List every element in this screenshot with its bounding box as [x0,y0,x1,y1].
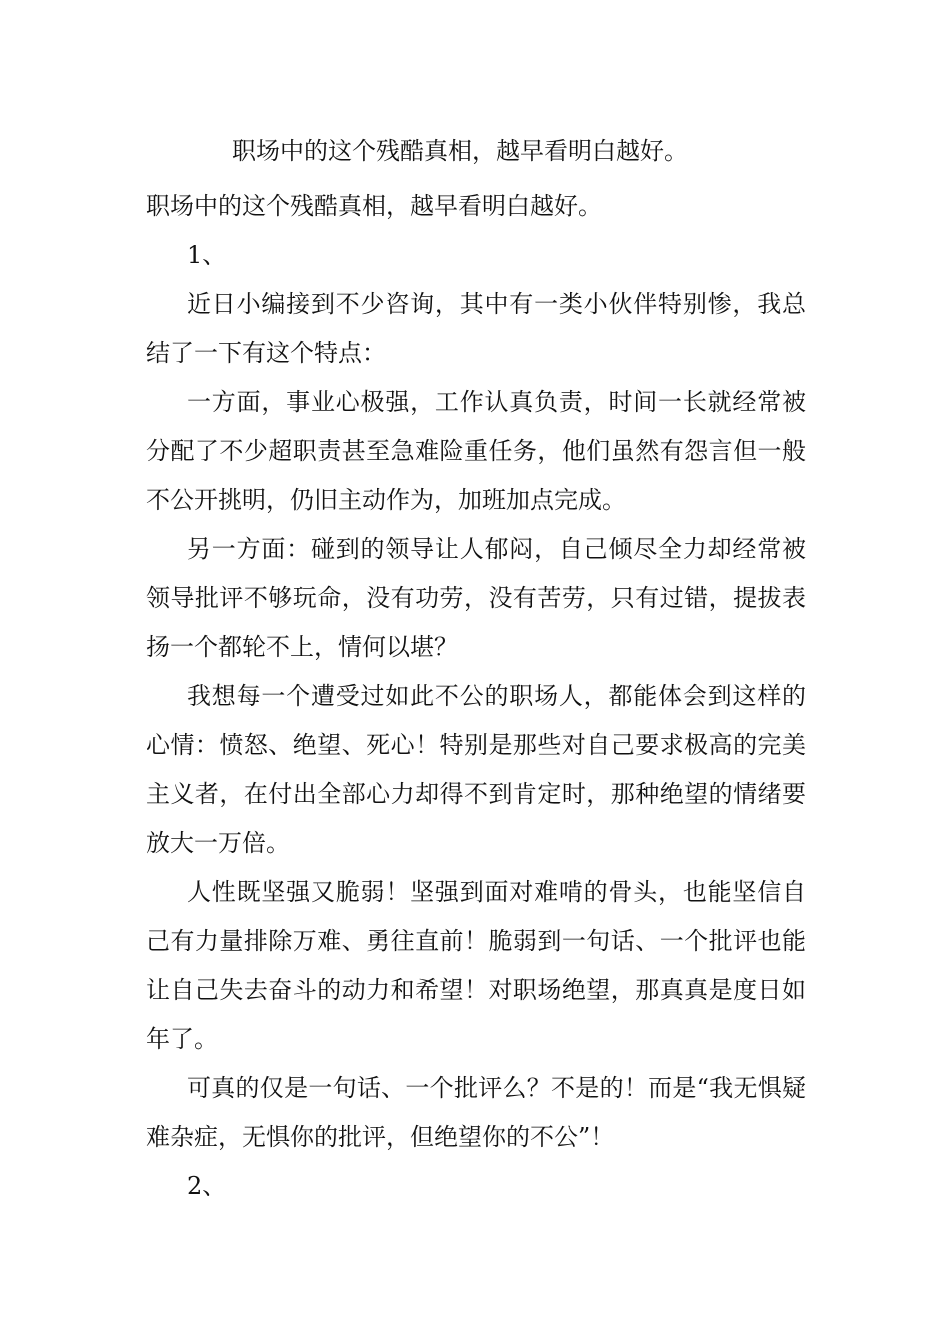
paragraph: 人性既坚强又脆弱！坚强到面对难啃的骨头，也能坚信自己有力量排除万难、勇往直前！脆弱到一句话、一个批评也能让自己失去奋斗的动力和希望！对职场绝望，那真真是度日如年了。 [146,878,806,1053]
document-title: 职场中的这个残酷真相，越早看明白越好。 [232,137,688,165]
paragraph-subtitle: 职场中的这个残酷真相，越早看明白越好。 [146,192,602,220]
section-number: 2、 [187,1172,227,1200]
paragraph: 近日小编接到不少咨询，其中有一类小伙伴特别惨，我总结了一下有这个特点： [146,290,806,367]
section-number: 1、 [187,241,227,269]
paragraph: 可真的仅是一句话、一个批评么？不是的！而是“我无惧疑难杂症，无惧你的批评，但绝望你的不公”！ [146,1074,806,1151]
paragraph: 我想每一个遭受过如此不公的职场人，都能体会到这样的心情：愤怒、绝望、死心！特别是那些对自己要求极高的完美主义者，在付出全部心力却得不到肯定时，那种绝望的情绪要放大一万倍。 [146,682,806,857]
paragraph: 一方面，事业心极强，工作认真负责，时间一长就经常被分配了不少超职责甚至急难险重任务，他们虽然有怨言但一般不公开挑明，仍旧主动作为，加班加点完成。 [146,388,806,514]
paragraph: 另一方面：碰到的领导让人郁闷，自己倾尽全力却经常被领导批评不够玩命，没有功劳，没有苦劳，只有过错，提拔表扬一个都轮不上，情何以堪？ [146,535,806,661]
document-body [146,182,806,1211]
